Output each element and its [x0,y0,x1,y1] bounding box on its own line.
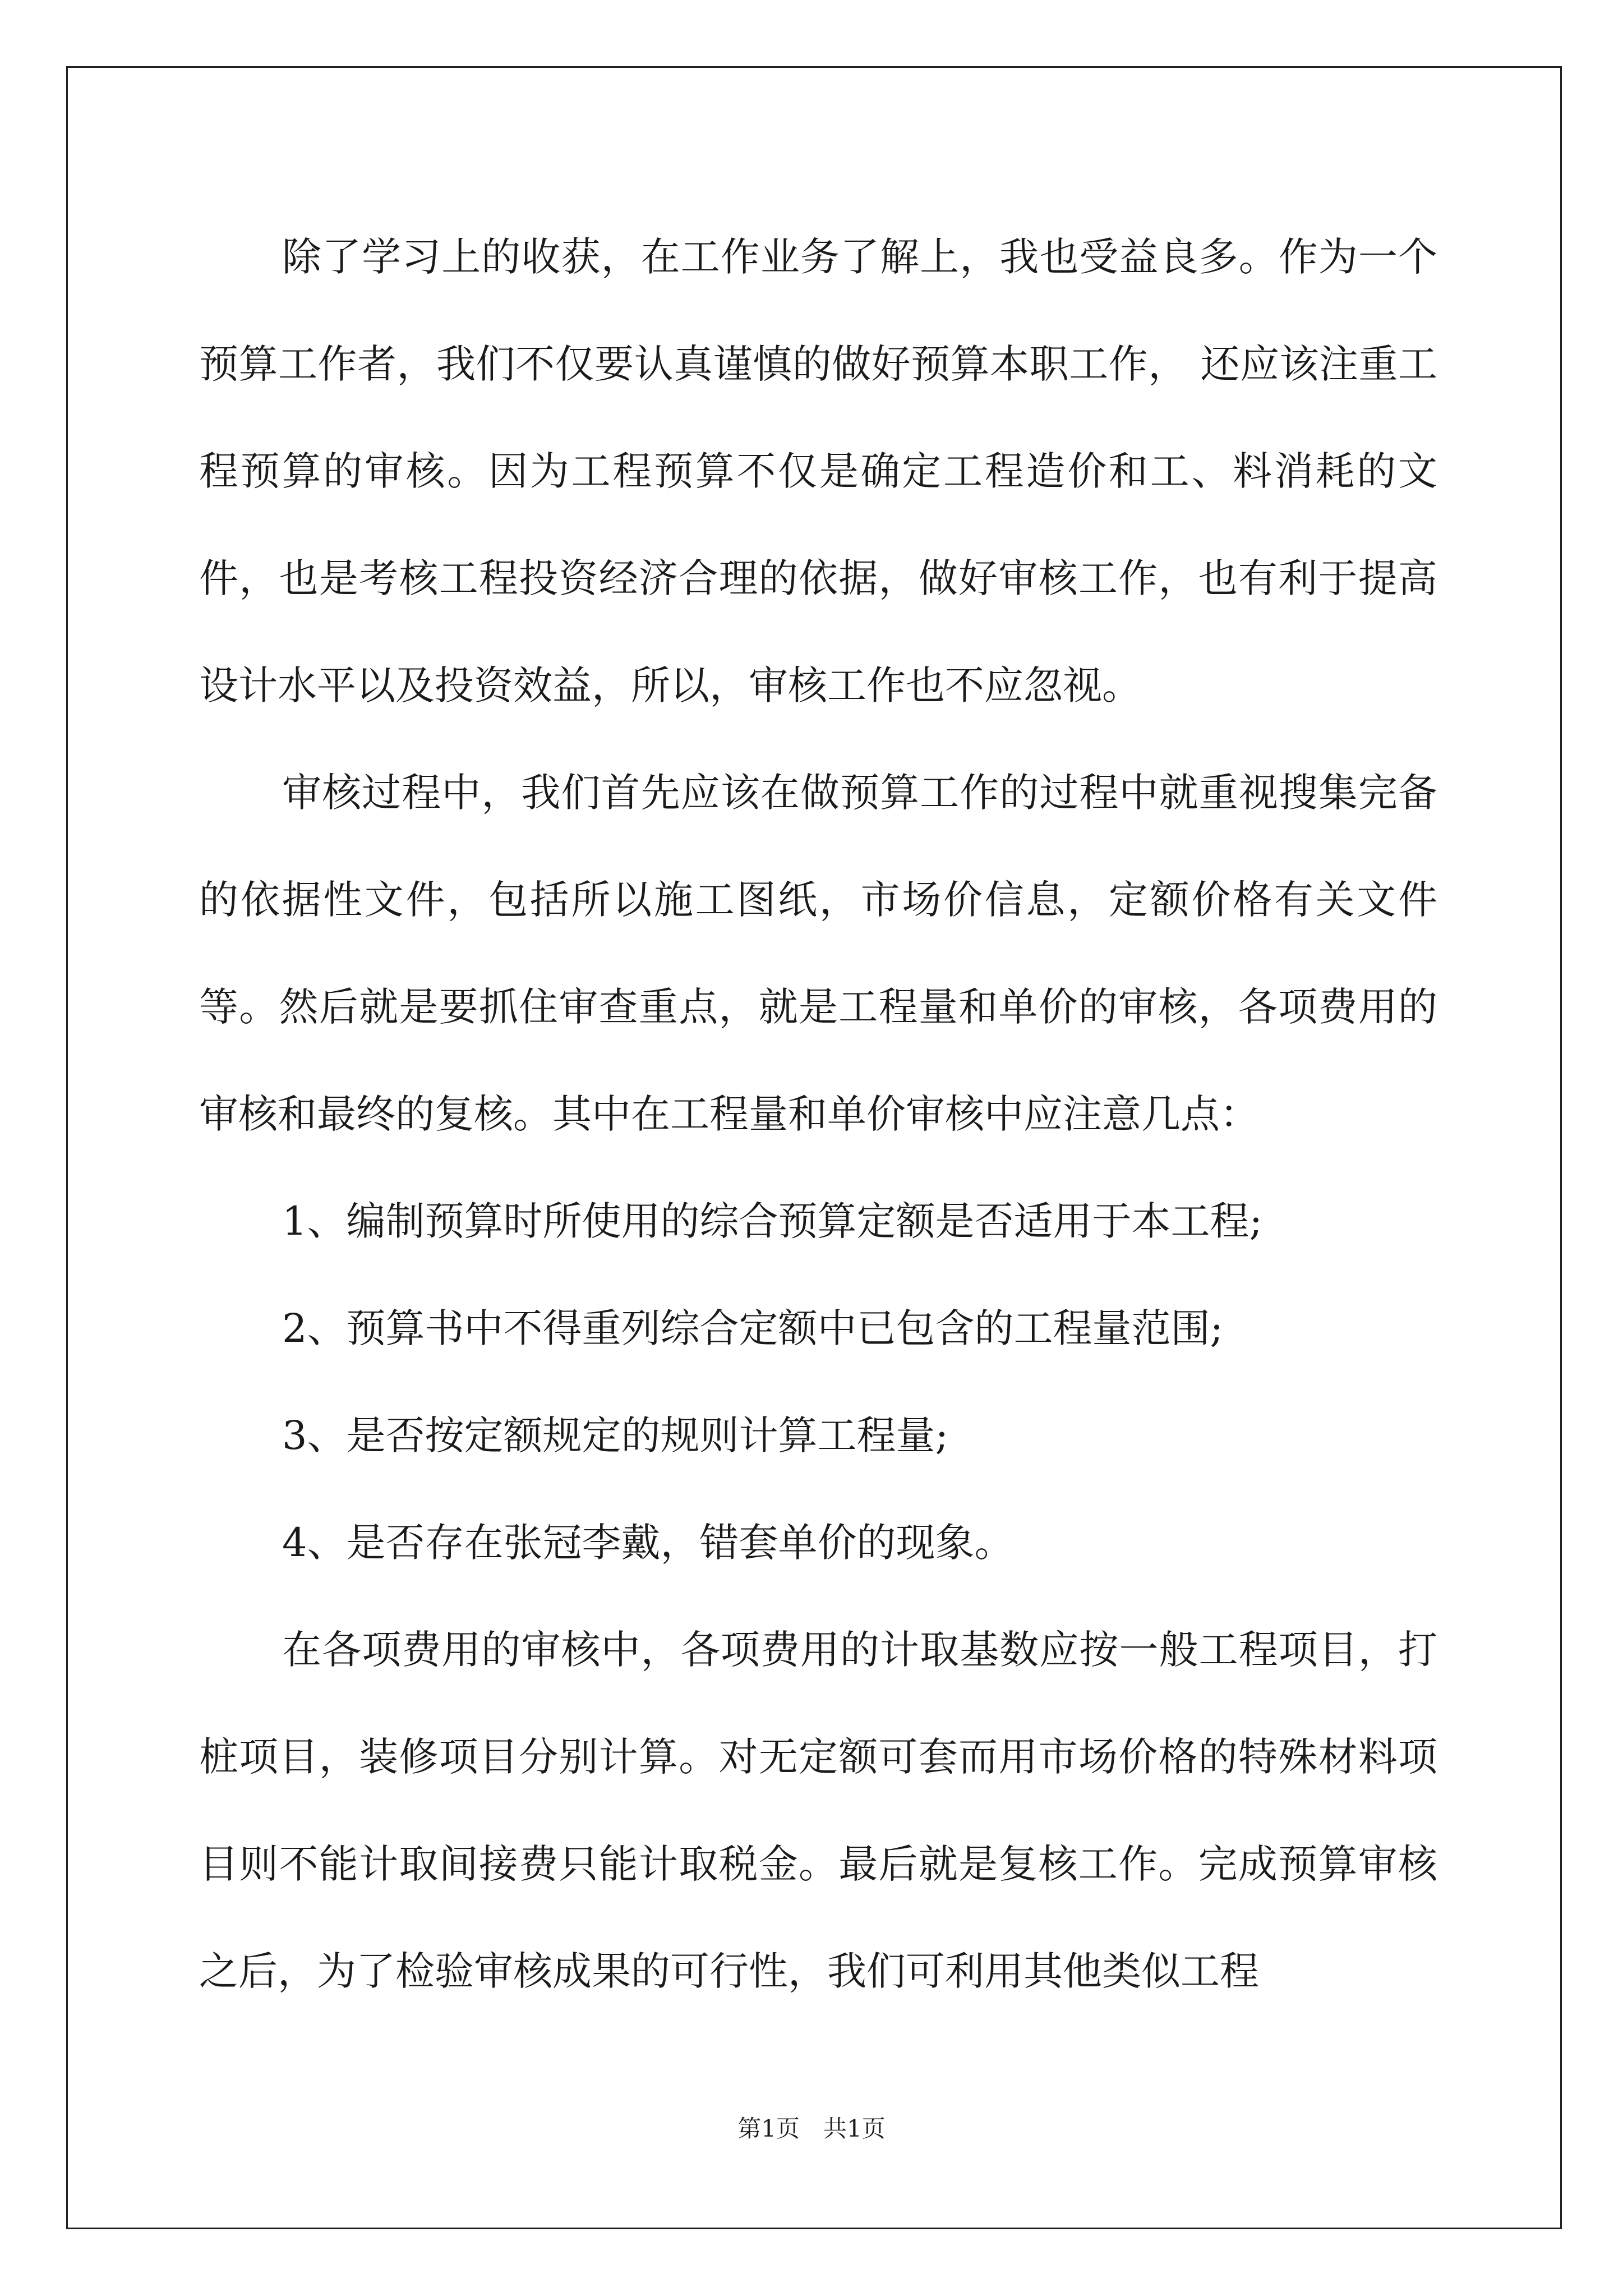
list-item-2: 2、预算书中不得重列综合定额中已包含的工程量范围; [282,1305,1224,1351]
paragraph-3: 在各项费用的审核中，各项费用的计取基数应按一般工程项目，打桩项目，装修项目分别计算。对无定额可套而用市场价格的特殊材料项目则不能计取间接费只能计取税金。最后就是复核工作。完成预算审核之后，为了检验审核成果的可行性，我们可利用其他类似工程 [199,1627,1437,1994]
paragraph-2: 审核过程中，我们首先应该在做预算工作的过程中就重视搜集完备的依据性文件，包括所以施工图纸，市场价信息，定额价格有关文件等。然后就是要抓住审查重点，就是工程量和单价的审核，各项费用的审核和最终的复核。其中在工程量和单价审核中应注意几点： [199,770,1437,1137]
list-item-4: 4、是否存在张冠李戴，错套单价的现象。 [282,1520,1014,1566]
paragraph-1: 除了学习上的收获，在工作业务了解上，我也受益良多。作为一个预算工作者，我们不仅要认真谨慎的做好预算本职工作， 还应该注重工程预算的审核。因为工程预算不仅是确定工程造价和工、料消耗的文件，也是考核工程投资经济合理的依据，做好审核工作，也有利于提高设计水平以及投资效益，所以，审核工作也不应忽视。 [199,234,1437,708]
list-item-1: 1、编制预算时所使用的综合预算定额是否适用于本工程; [282,1198,1263,1244]
list-item-3: 3、是否按定额规定的规则计算工程量; [282,1412,949,1458]
page-number-footer: 第1页 共1页 [737,2115,886,2142]
document-body [199,204,1437,2025]
